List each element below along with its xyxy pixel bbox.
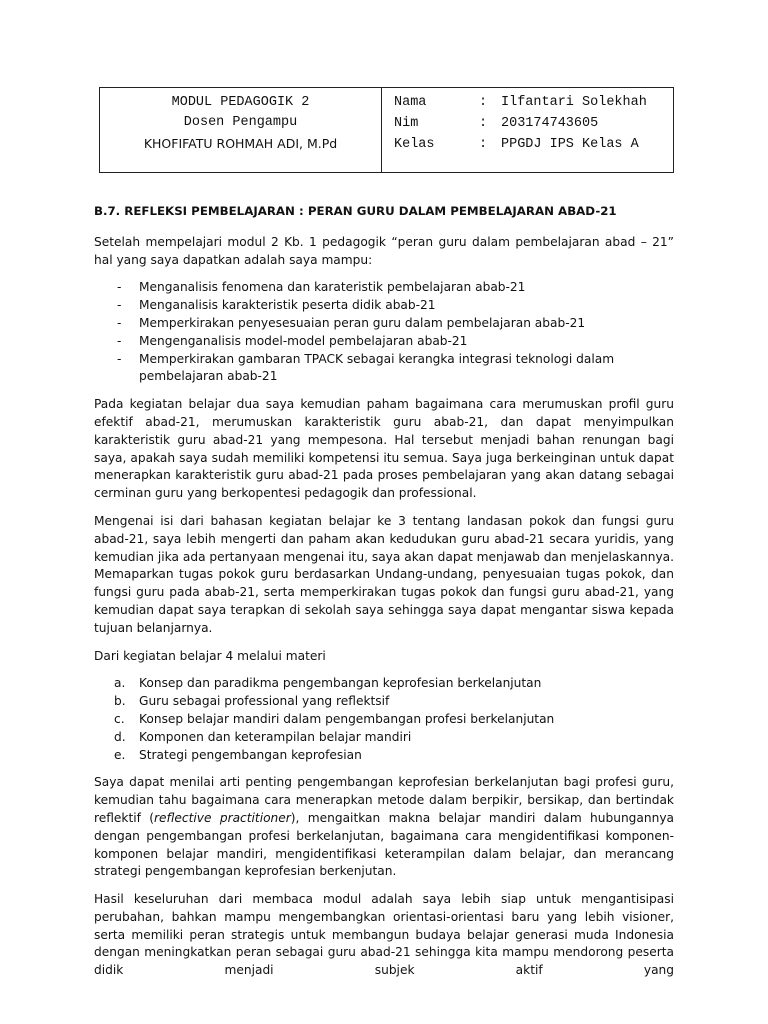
list-marker: c. (114, 711, 125, 726)
field-label: Kelas (394, 137, 435, 152)
course-info-cell (100, 88, 382, 172)
field-label: Nim (394, 116, 419, 131)
list-item (94, 747, 674, 765)
abilities-list (94, 279, 674, 386)
text-run: ), mengaitkan makna belajar mandiri dalam hubungannya dengan pengembangan profesi berkelanjutan, bagaimana cara mengidentifikasi komponen-komponen belajar mandiri, mengidentifikasi keterampilan dalam belajar, dan merancang strategi pengembangan keprofesian berkenjutan. (94, 810, 675, 879)
student-nim-row (394, 113, 673, 134)
lecturer-name: KHOFIFATU ROHMAH ADI, M.Pd (143, 136, 338, 151)
list-item (94, 675, 674, 693)
italic-term: reflective practitioner (154, 810, 291, 825)
field-value: 203174743605 (501, 116, 599, 131)
header-table (99, 87, 674, 173)
field-separator: : (479, 137, 488, 152)
list-marker: b. (114, 694, 126, 709)
student-name-row (394, 92, 673, 113)
list-text: Komponen dan keterampilan belajar mandiri (139, 729, 412, 744)
field-value: PPGDJ IPS Kelas A (501, 137, 639, 152)
list-text: Guru sebagai professional yang reflektsif (139, 694, 390, 709)
list-item: - Mengenganalisis model-model pembelajaran abab-21 (94, 333, 674, 351)
paragraph-kb4-intro: Dari kegiatan belajar 4 melalui materi (94, 648, 326, 663)
list-marker: d. (114, 729, 126, 744)
list-item: - Memperkirakan gambaran TPACK sebagai kerangka integrasi teknologi dalam pembelajaran abab-21 (94, 351, 674, 387)
field-value: Ilfantari Solekhah (501, 95, 647, 110)
list-item (94, 711, 674, 729)
list-text: Strategi pengembangan keprofesian (139, 747, 362, 762)
paragraph-kb3: Mengenai isi dari bahasan kegiatan belajar ke 3 tentang landasan pokok dan fungsi guru abad-21, saya lebih mengerti dan paham akan kedudukan guru abad-21 secara yuridis, yang kemudian jika ada pertanyaan mengenai itu, saya akan dapat menjawab dan menjelaskannya. Memaparkan tugas pokok guru berdasarkan Undang-undang, penyesuaian tugas pokok, dan fungsi guru pada abab-21, serta memperkirakan tugas pokok dan fungsi guru abad-21, yang kemudian dapat saya terapkan di sekolah saya sehingga saya dapat mengantar siswa kepada tujuan belanjarnya. (94, 513, 674, 635)
paragraph-kb2: Pada kegiatan belajar dua saya kemudian paham bagaimana cara merumuskan profil guru efektif abad-21, merumuskan karakteristik guru abab-21, dan dapat menyimpulkan karakteristik guru abad-21 yang mempesona. Hal tersebut menjadi bahan renungan bagi saya, apakah saya sudah memiliki kompetensi itu semua. Saya juga berkeinginan untuk dapat menerapkan karakteristik guru abad-21 pada proses pembelajaran yang akan datang sebagai cerminan guru yang berkopentesi pedagogik dan professional. (94, 397, 674, 501)
field-separator: : (479, 95, 488, 110)
list-marker: a. (114, 676, 126, 691)
list-item: - Menganalisis karakteristik peserta didik abab-21 (94, 297, 674, 315)
section-title: B.7. REFLEKSI PEMBELAJARAN : PERAN GURU DALAM PEMBELAJARAN ABAD-21 (94, 204, 617, 218)
materials-list (94, 675, 674, 764)
intro-paragraph: Setelah mempelajari modul 2 Kb. 1 pedagogik “peran guru dalam pembelajaran abad – 21” hal yang saya dapatkan adalah saya mampu: (94, 234, 674, 267)
student-info-cell (382, 88, 673, 172)
student-class-row (394, 134, 673, 155)
paragraph-kb4-reflection (94, 774, 674, 881)
document-body (94, 203, 674, 990)
module-title: MODUL PEDAGOGIK 2 (171, 95, 310, 110)
list-marker: e. (114, 747, 126, 762)
list-text: Konsep belajar mandiri dalam pengembangan profesi berkelanjutan (139, 711, 555, 726)
list-text: Konsep dan paradikma pengembangan keprofesian berkelanjutan (139, 676, 542, 691)
list-item (94, 693, 674, 711)
lecturer-caption: Dosen Pengampu (183, 115, 298, 130)
list-item: - Menganalisis fenomena dan karateristik pembelajaran abab-21 (94, 279, 674, 297)
list-item (94, 729, 674, 747)
field-label: Nama (394, 95, 427, 110)
list-item: - Memperkirakan penyesesuaian peran guru dalam pembelajaran abab-21 (94, 315, 674, 333)
text-run: Saya dapat menilai arti penting pengembangan keprofesian berkelanjutan bagi profesi guru, kemudian tahu bagaimana cara menerapkan metode dalam berpikir, bersikap, dan bertindak reflektif ( (94, 775, 674, 825)
field-separator: : (479, 116, 488, 131)
paragraph-conclusion: Hasil keseluruhan dari membaca modul adalah saya lebih siap untuk mengantisipasi perubahan, bahkan mampu mengembangkan orientasi-orientasi baru yang lebih visioner, serta memiliki peran strategis untuk membangun budaya belajar generasi muda Indonesia dengan meningkatkan peran sebagai guru abad-21 sehingga kita mampu mendorong peserta didik menjadi subjek aktif yang (94, 892, 674, 978)
